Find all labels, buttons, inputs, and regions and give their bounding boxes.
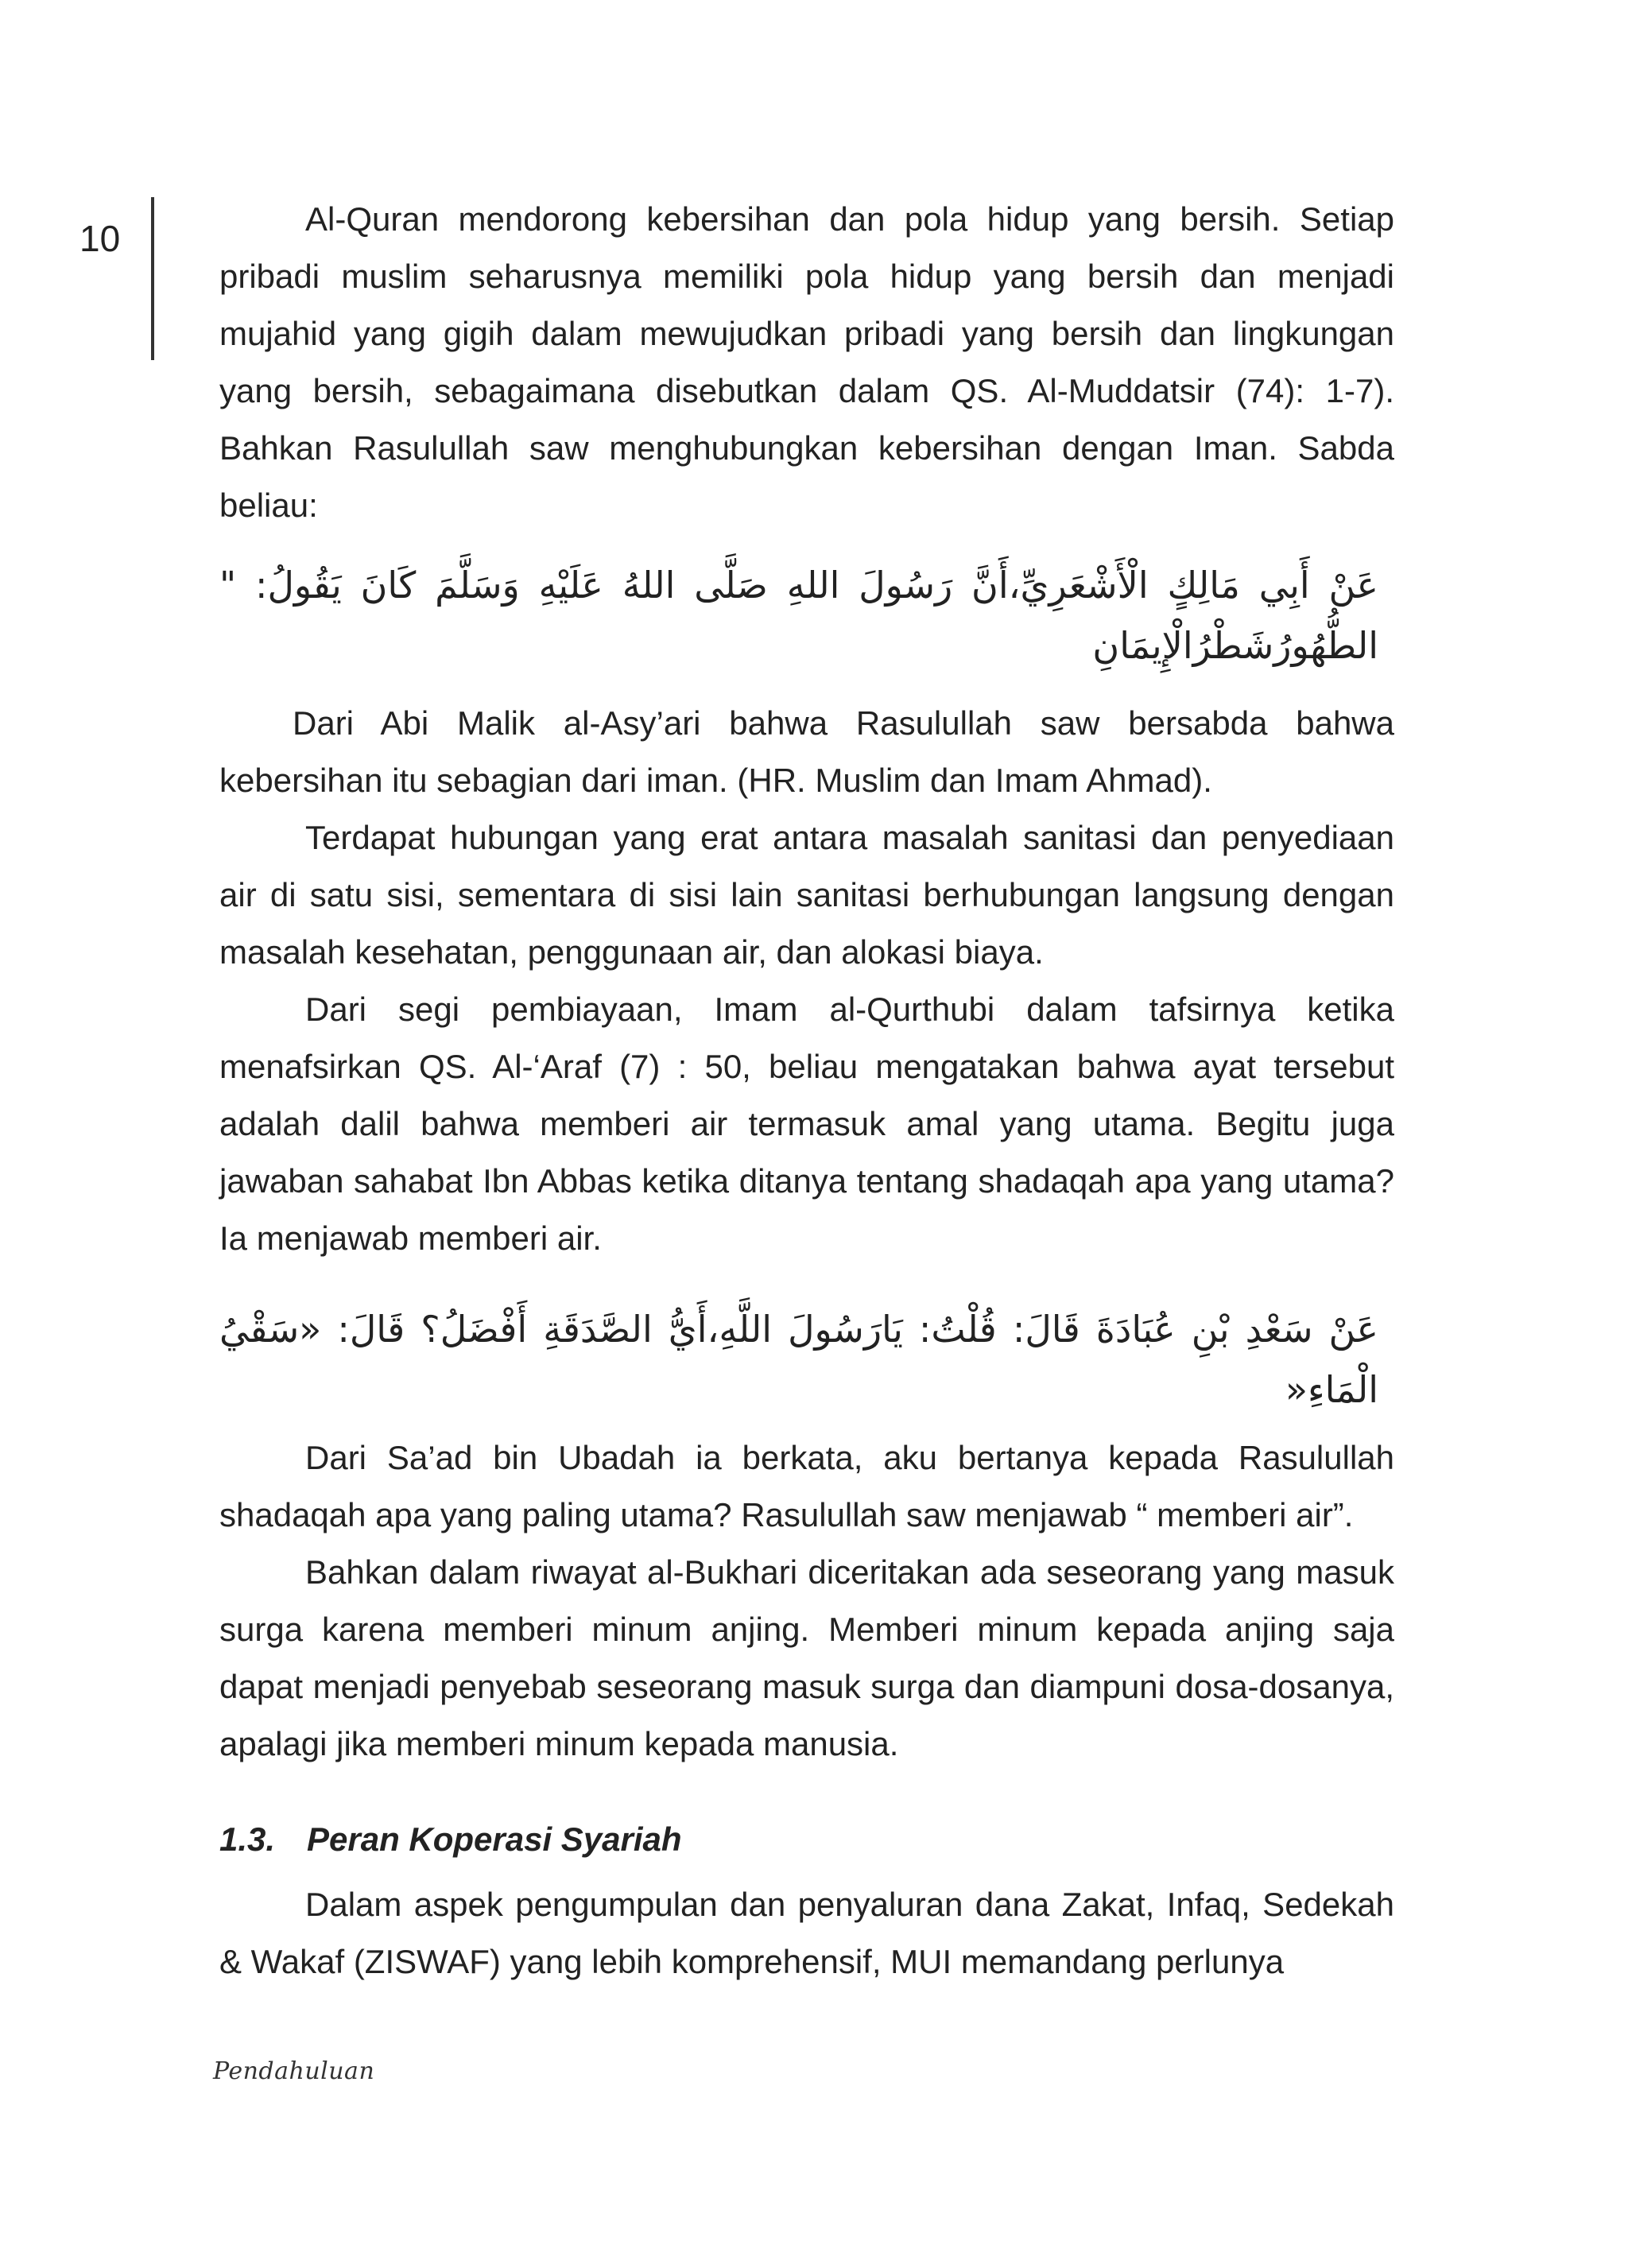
section-title: Peran Koperasi Syariah xyxy=(307,1820,682,1858)
paragraph-saad-translation: Dari Sa’ad bin Ubadah ia berkata, aku bertanya kepada Rasulullah shadaqah apa yang paling utama? Rasulullah saw menjawab “ memberi air”. xyxy=(219,1439,1394,1533)
paragraph-bukhari: Bahkan dalam riwayat al-Bukhari diceritakan ada seseorang yang masuk surga karena memberi minum anjing. Memberi minum kepada anjing saja dapat menjadi penyebab seseorang masuk surga dan diampuni dosa-dosanya, apalagi jika memberi minum kepada manusia. xyxy=(219,1553,1394,1762)
margin-rule xyxy=(151,197,154,360)
section-number: 1.3. xyxy=(219,1820,276,1858)
paragraph-hadith-translation: Dari Abi Malik al-Asy’ari bahwa Rasulullah saw bersabda bahwa kebersihan itu sebagian dari iman. (HR. Muslim dan Imam Ahmad). xyxy=(219,704,1394,799)
running-footer: Pendahuluan xyxy=(213,2057,375,2085)
paragraph-financing: Dari segi pembiayaan, Imam al-Qurthubi dalam tafsirnya ketika menafsirkan QS. Al-‘Araf (7) : 50, beliau mengatakan bahwa ayat tersebut adalah dalil bahwa memberi air termasuk amal yang utama. Begitu juga jawaban sahabat Ibn Abbas ketika ditanya tentang shadaqah apa yang utama? Ia menjawab memberi air. xyxy=(219,991,1394,1257)
section-heading xyxy=(219,1811,1394,1868)
paragraph-ziswaf: Dalam aspek pengumpulan dan penyaluran dana Zakat, Infaq, Sedekah & Wakaf (ZISWAF) yang lebih komprehensif, MUI memandang perlunya xyxy=(219,1886,1394,1980)
paragraph-intro: Al-Quran mendorong kebersihan dan pola hidup yang bersih. Setiap pribadi muslim seharusnya memiliki pola hidup yang bersih dan menjadi mujahid yang gigih dalam mewujudkan pribadi yang bersih dan lingkungan yang bersih, sebagaimana disebutkan dalam QS. Al-Muddatsir (74): 1-7). Bahkan Rasulullah saw menghubungkan kebersihan dengan Iman. Sabda beliau: xyxy=(219,200,1394,524)
paragraph-sanitation: Terdapat hubungan yang erat antara masalah sanitasi dan penyediaan air di satu sisi, sementara di sisi lain sanitasi berhubungan langsung dengan masalah kesehatan, penggunaan air, dan alokasi biaya. xyxy=(219,819,1394,971)
arabic-hadith-water: عَنْ سَعْدِ بْنِ عُبَادَةَ قَالَ: قُلْتُ: يَارَسُولَ اللَّهِ،أَيُّ الصَّدَقَةِ أَفْضَلُ؟ قَالَ: «سَقْيُ الْمَاءِ« xyxy=(219,1308,1378,1411)
arabic-hadith-cleanliness: عَنْ أَبِي مَالِكٍ الْأَشْعَرِيِّ،أَنَّ رَسُولَ اللهِ صَلَّى اللهُ عَلَيْهِ وَسَلَّمَ كَانَ يَقُولُ: " الطُّهُورُشَطْرُالْإِيمَانِ xyxy=(219,564,1378,667)
page-body xyxy=(219,191,1394,1991)
page-number: 10 xyxy=(79,218,121,259)
